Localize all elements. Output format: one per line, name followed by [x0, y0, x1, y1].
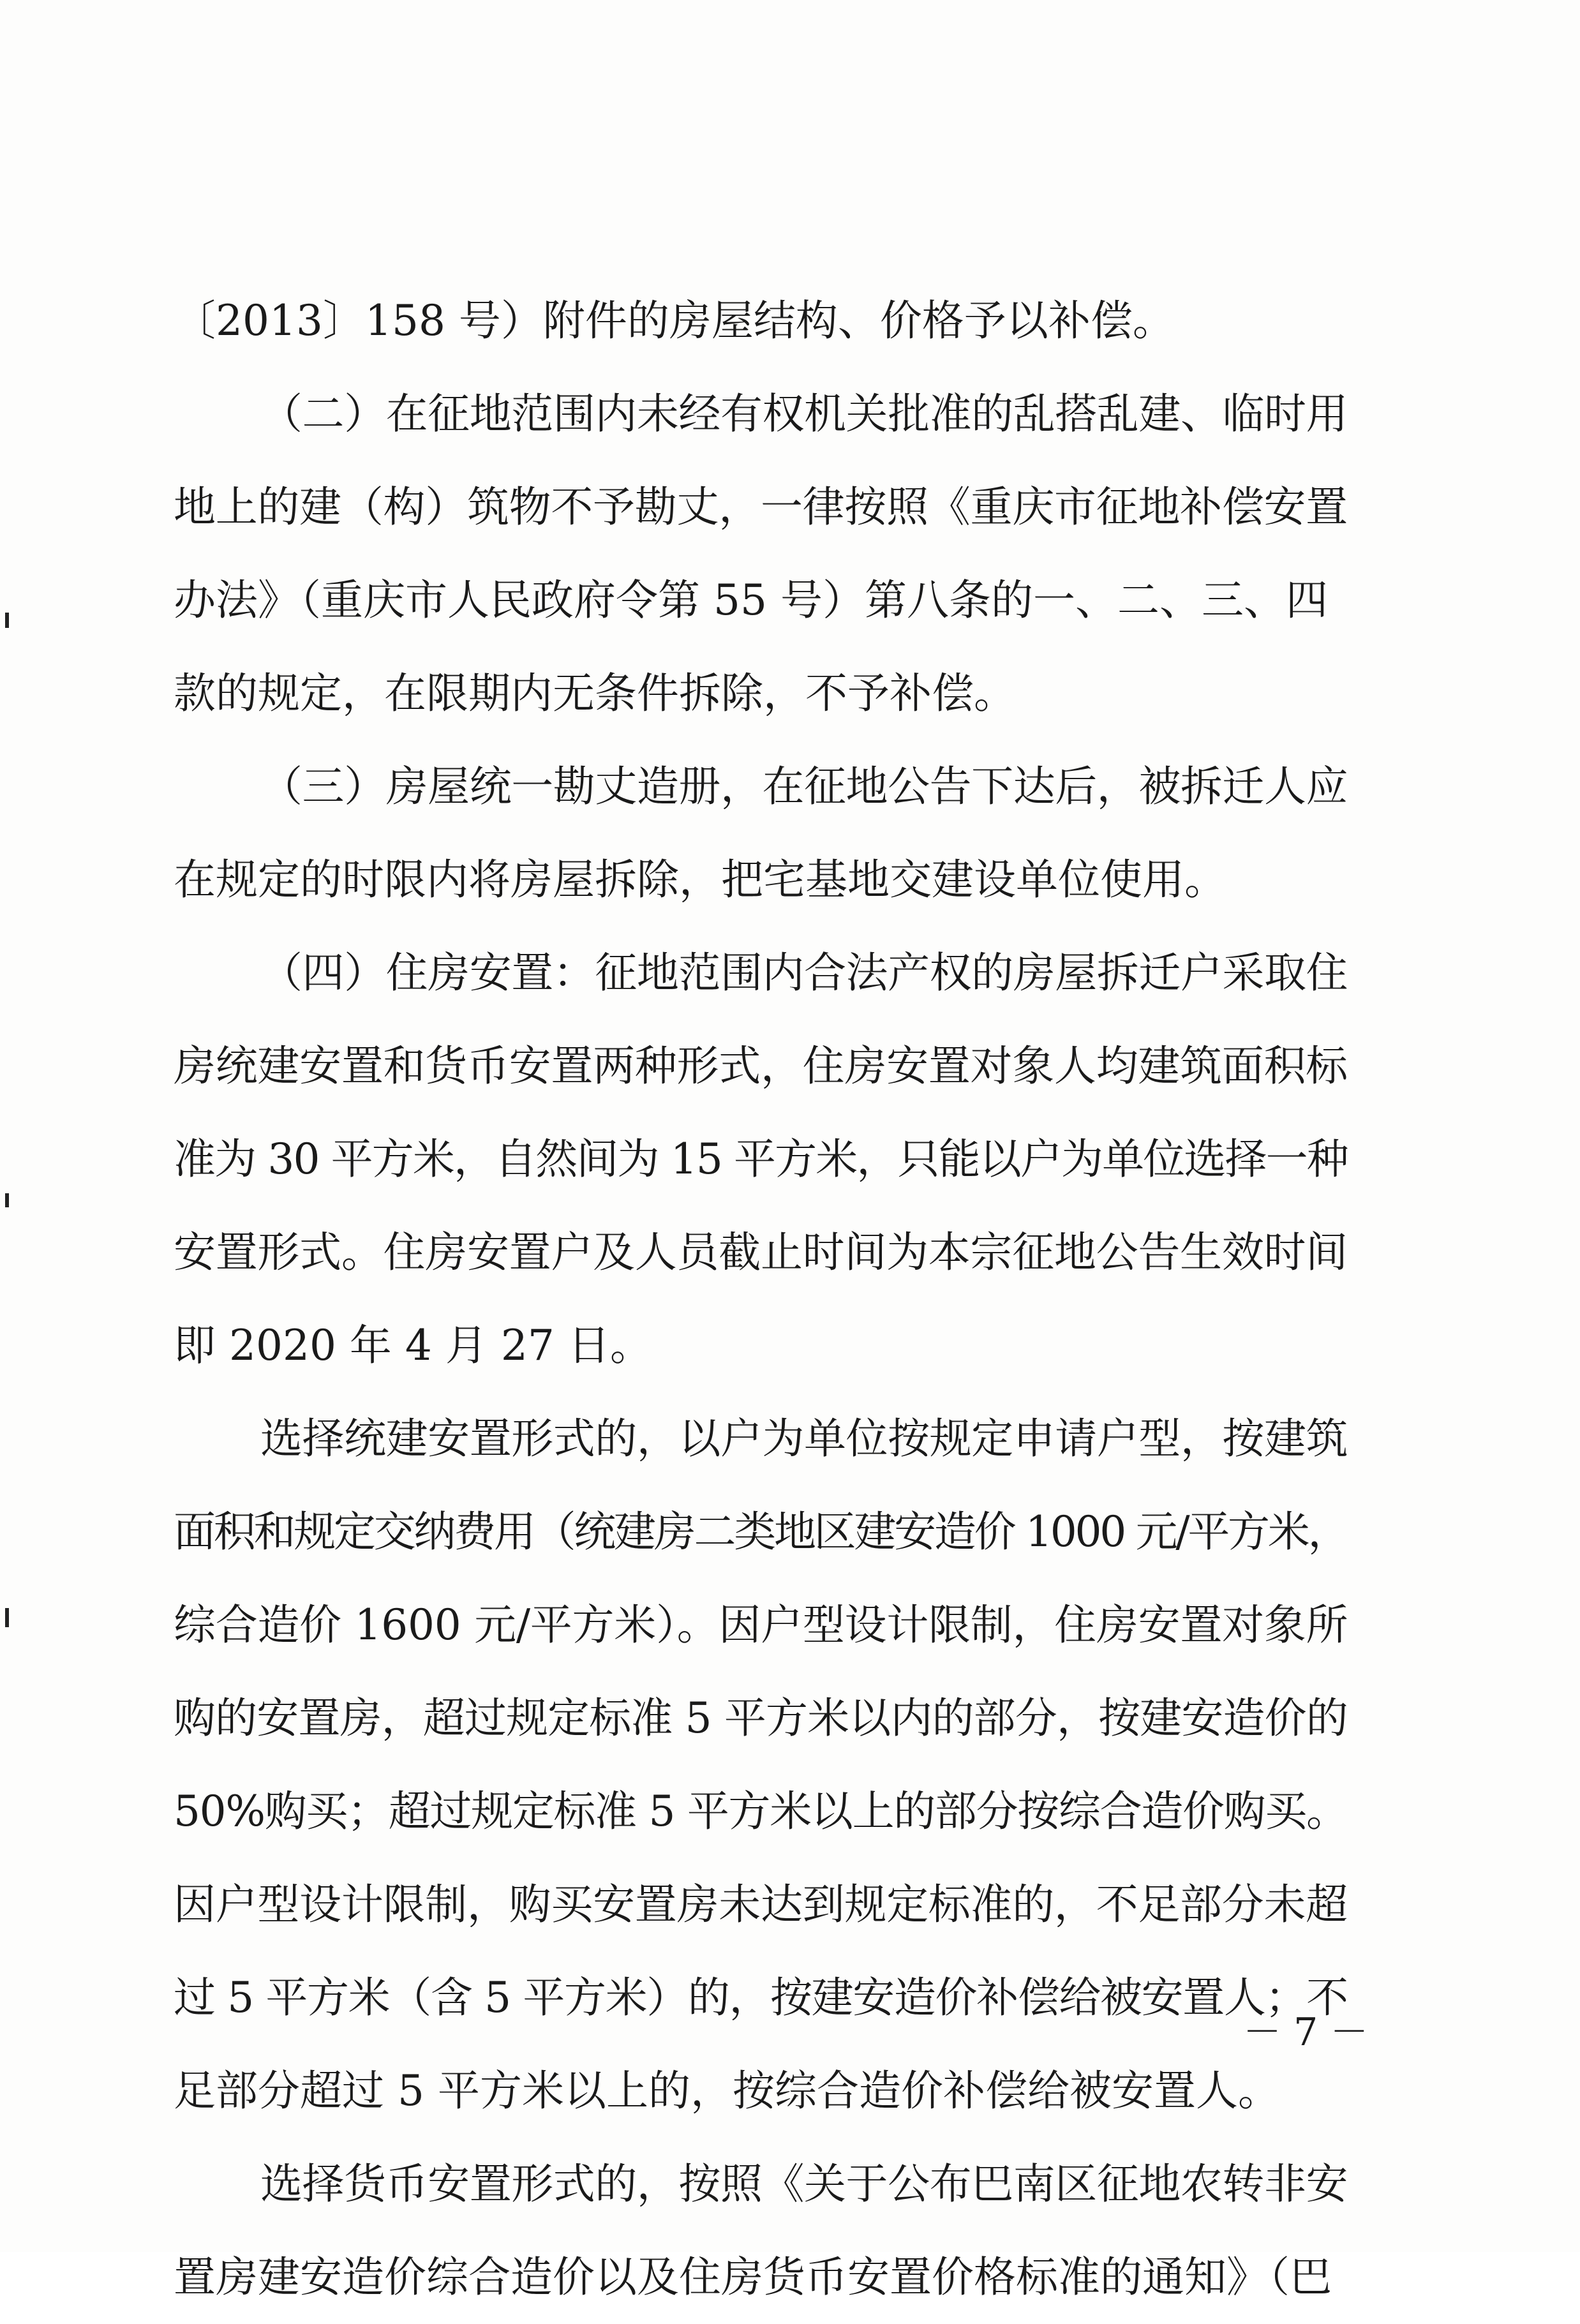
- scan-edge-mark: [5, 1608, 9, 1627]
- text-line: （三）房屋统一勘丈造册，在征地公告下达后，被拆迁人应: [260, 762, 1348, 811]
- text-line: 过 5 平方米（含 5 平方米）的，按建安造价补偿给被安置人；不: [174, 1973, 1348, 2022]
- text-line: 房统建安置和货币安置两种形式，住房安置对象人均建筑面积标: [174, 1041, 1348, 1091]
- text-line: 购的安置房，超过规定标准 5 平方米以内的部分，按建安造价的: [174, 1694, 1348, 1743]
- text-line: 地上的建（构）筑物不予勘丈，一律按照《重庆市征地补偿安置: [174, 482, 1348, 532]
- text-line: 准为 30 平方米，自然间为 15 平方米，只能以户为单位选择一种: [174, 1135, 1348, 1184]
- text-line: （四）住房安置：征地范围内合法产权的房屋拆迁户采取住: [260, 948, 1348, 997]
- text-line: 面积和规定交纳费用（统建房二类地区建安造价 1000 元/平方米，: [174, 1507, 1348, 1556]
- text-line: （二）在征地范围内未经有权机关批准的乱搭乱建、临时用: [260, 389, 1348, 438]
- text-line: 选择统建安置形式的，以户为单位按规定申请户型，按建筑: [260, 1414, 1348, 1463]
- scan-edge-mark: [5, 613, 9, 628]
- text-line: 足部分超过 5 平方米以上的，按综合造价补偿给被安置人。: [174, 2066, 1280, 2115]
- text-line: 〔2013〕158 号）附件的房屋结构、价格予以补偿。: [174, 296, 1175, 345]
- text-line: 在规定的时限内将房屋拆除，把宅基地交建设单位使用。: [174, 855, 1226, 904]
- text-line: 综合造价 1600 元/平方米）。因户型设计限制，住房安置对象所: [174, 1600, 1348, 1650]
- scan-edge-mark: [5, 1193, 9, 1207]
- text-line: 办法》（重庆市人民政府令第 55 号）第八条的一、二、三、四: [174, 576, 1328, 625]
- text-line: 因户型设计限制，购买安置房未达到规定标准的，不足部分未超: [174, 1880, 1348, 1929]
- document-body: [174, 274, 1348, 2324]
- text-line: 选择货币安置形式的，按照《关于公布巴南区征地农转非安: [260, 2159, 1348, 2209]
- text-line: 50%购买；超过规定标准 5 平方米以上的部分按综合造价购买。: [174, 1787, 1348, 1836]
- page-number: － 7 －: [1243, 2010, 1369, 2055]
- text-line: 款的规定，在限期内无条件拆除，不予补偿。: [174, 669, 1016, 718]
- text-line: 安置形式。住房安置户及人员截止时间为本宗征地公告生效时间: [174, 1228, 1348, 1277]
- text-line: 置房建安造价综合造价以及住房货币安置价格标准的通知》（巴: [174, 2253, 1332, 2302]
- text-line: 即 2020 年 4 月 27 日。: [174, 1321, 652, 1370]
